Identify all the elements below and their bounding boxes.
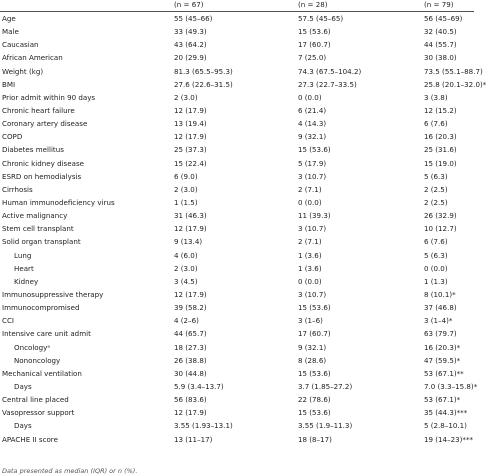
row-label: Immunosuppressive therapy xyxy=(2,289,104,299)
cell-group-2: 3 (10.7) xyxy=(298,224,327,234)
row-label: African American xyxy=(2,53,63,63)
cell-group-2: 3 (10.7) xyxy=(298,289,327,299)
cell-group-3: 16 (20.3)* xyxy=(424,342,461,352)
cell-group-1: 39 (58.2) xyxy=(174,303,207,313)
header-group-3: (n = 79) xyxy=(424,0,454,9)
row-label: Cirrhosis xyxy=(2,184,33,194)
cell-group-2: 9 (32.1) xyxy=(298,342,327,352)
cell-group-1: 1 (1.5) xyxy=(174,197,198,207)
cell-group-3: 19 (14–23)*** xyxy=(424,434,474,444)
row-label: BMI xyxy=(2,79,16,89)
table-row xyxy=(0,38,474,51)
cell-group-1: 2 (3.0) xyxy=(174,92,198,102)
table-row xyxy=(0,196,474,209)
cell-group-1: 26 (38.8) xyxy=(174,355,207,365)
row-label: Immunocompromised xyxy=(2,303,80,313)
cell-group-3: 30 (38.0) xyxy=(424,53,457,63)
table-row xyxy=(0,275,474,288)
cell-group-1: 30 (44.8) xyxy=(174,368,207,378)
table-row xyxy=(0,12,474,25)
table-row xyxy=(0,65,483,78)
cell-group-1: 27.6 (22.6–31.5) xyxy=(174,79,233,89)
cell-group-1: 13 (11–17) xyxy=(174,434,213,444)
table-header-row xyxy=(0,0,474,11)
table-body xyxy=(0,12,486,446)
table-row xyxy=(0,235,474,248)
cell-group-3: 7.0 (3.3–15.8)* xyxy=(424,381,478,391)
table-row xyxy=(0,301,474,314)
cell-group-3: 56 (45–69) xyxy=(424,14,463,23)
cell-group-3: 3 (1–4)* xyxy=(424,316,453,326)
cell-group-3: 2 (2.5) xyxy=(424,184,448,194)
header-group-2: (n = 28) xyxy=(298,0,328,9)
row-label: Central line placed xyxy=(2,395,69,405)
table-row xyxy=(0,209,474,222)
table-row xyxy=(0,117,474,130)
cell-group-2: 6 (21.4) xyxy=(298,105,327,115)
table-row xyxy=(0,406,474,419)
cell-group-3: 32 (40.5) xyxy=(424,27,457,37)
table-row xyxy=(0,380,478,393)
cell-group-2: 9 (32.1) xyxy=(298,132,327,142)
cell-group-3: 44 (55.7) xyxy=(424,40,457,50)
row-label: CCI xyxy=(2,316,14,326)
cell-group-2: 3.7 (1.85–27.2) xyxy=(298,381,353,391)
cell-group-2: 3.55 (1.9–11.3) xyxy=(298,421,353,431)
row-label: Weight (kg) xyxy=(2,66,44,76)
cell-group-1: 2 (3.0) xyxy=(174,263,198,273)
table-row xyxy=(0,327,474,340)
cell-group-2: 1 (3.6) xyxy=(298,263,322,273)
cell-group-3: 63 (79.7) xyxy=(424,329,457,339)
cell-group-3: 25 (31.6) xyxy=(424,145,457,155)
table-row xyxy=(0,262,474,275)
cell-group-1: 43 (64.2) xyxy=(174,40,207,50)
cell-group-1: 6 (9.0) xyxy=(174,171,198,181)
cell-group-2: 3 (10.7) xyxy=(298,171,327,181)
cell-group-3: 2 (2.5) xyxy=(424,197,448,207)
cell-group-2: 57.5 (45–65) xyxy=(298,14,344,23)
row-label: Diabetes mellitus xyxy=(2,145,64,155)
cell-group-1: 12 (17.9) xyxy=(174,408,207,418)
cell-group-2: 7 (25.0) xyxy=(298,53,327,63)
cell-group-1: 12 (17.9) xyxy=(174,289,207,299)
row-label: Oncologyᵃ xyxy=(14,342,51,352)
cell-group-2: 15 (53.6) xyxy=(298,368,331,378)
cell-group-1: 5.9 (3.4–13.7) xyxy=(174,381,224,391)
table-row xyxy=(0,393,474,406)
row-label: APACHE II score xyxy=(2,434,58,444)
row-label: Intensive care unit admit xyxy=(2,329,91,339)
row-label: Caucasian xyxy=(2,40,39,50)
row-label: Mechanical ventilation xyxy=(2,368,82,378)
cell-group-1: 31 (46.3) xyxy=(174,211,207,221)
cell-group-2: 22 (78.6) xyxy=(298,395,331,405)
cell-group-3: 15 (19.0) xyxy=(424,158,457,168)
row-label: Vasopressor support xyxy=(2,408,75,418)
table-row xyxy=(0,78,486,91)
cell-group-2: 15 (53.6) xyxy=(298,27,331,37)
cell-group-3: 26 (32.9) xyxy=(424,211,457,221)
cell-group-1: 3.55 (1.93–13.1) xyxy=(174,421,233,431)
cell-group-2: 27.3 (22.7–33.5) xyxy=(298,79,357,89)
table-row xyxy=(0,288,474,301)
header-group-1: (n = 67) xyxy=(174,0,204,9)
cell-group-3: 73.5 (55.1–88.7) xyxy=(424,66,483,76)
cell-group-2: 15 (53.6) xyxy=(298,408,331,418)
cell-group-3: 53 (67.1)** xyxy=(424,368,464,378)
cell-group-2: 2 (7.1) xyxy=(298,184,322,194)
cell-group-2: 17 (60.7) xyxy=(298,329,331,339)
cell-group-3: 5 (6.3) xyxy=(424,171,448,181)
cell-group-3: 8 (10.1)* xyxy=(424,289,456,299)
row-label: Chronic kidney disease xyxy=(2,158,85,168)
table-row xyxy=(0,170,474,183)
cell-group-1: 3 (4.5) xyxy=(174,276,198,286)
cell-group-2: 18 (8–17) xyxy=(298,434,332,444)
row-label: ESRD on hemodialysis xyxy=(2,171,82,181)
row-label: Days xyxy=(14,381,32,391)
cell-group-2: 0 (0.0) xyxy=(298,92,322,102)
table-row xyxy=(0,314,474,327)
cell-group-1: 44 (65.7) xyxy=(174,329,207,339)
cell-group-1: 4 (6.0) xyxy=(174,250,198,260)
row-label: Lung xyxy=(14,250,32,260)
table-row xyxy=(0,91,474,104)
cell-group-1: 20 (29.9) xyxy=(174,53,207,63)
row-label: COPD xyxy=(2,132,23,142)
table-row xyxy=(0,433,474,446)
cell-group-3: 12 (15.2) xyxy=(424,105,457,115)
table-row xyxy=(0,157,474,170)
row-label: Human immunodeficiency virus xyxy=(2,197,115,207)
cell-group-1: 33 (49.3) xyxy=(174,27,207,37)
cell-group-1: 9 (13.4) xyxy=(174,237,203,247)
cell-group-3: 10 (12.7) xyxy=(424,224,457,234)
row-label: Chronic heart failure xyxy=(2,105,75,115)
cell-group-1: 12 (17.9) xyxy=(174,132,207,142)
cell-group-3: 1 (1.3) xyxy=(424,276,448,286)
cell-group-2: 4 (14.3) xyxy=(298,119,327,129)
table-row xyxy=(0,341,474,354)
row-label: Heart xyxy=(14,263,34,273)
table-row xyxy=(0,183,474,196)
row-label: Age xyxy=(2,14,16,23)
cell-group-1: 12 (17.9) xyxy=(174,105,207,115)
table-row xyxy=(0,249,474,262)
cell-group-2: 11 (39.3) xyxy=(298,211,331,221)
cell-group-1: 25 (37.3) xyxy=(174,145,207,155)
cell-group-2: 15 (53.6) xyxy=(298,145,331,155)
cell-group-1: 12 (17.9) xyxy=(174,224,207,234)
cell-group-2: 0 (0.0) xyxy=(298,276,322,286)
table-row xyxy=(0,367,474,380)
row-label: Nononcology xyxy=(14,355,61,365)
table-row xyxy=(0,25,474,38)
cell-group-2: 17 (60.7) xyxy=(298,40,331,50)
row-label: Days xyxy=(14,421,32,431)
row-label: Coronary artery disease xyxy=(2,119,88,129)
cell-group-3: 3 (3.8) xyxy=(424,92,448,102)
cell-group-2: 8 (28.6) xyxy=(298,355,327,365)
cell-group-1: 55 (45–66) xyxy=(174,14,213,23)
row-label: Kidney xyxy=(14,276,39,286)
cell-group-3: 25.8 (20.1–32.0)* xyxy=(424,79,486,89)
cell-group-3: 0 (0.0) xyxy=(424,263,448,273)
table-row xyxy=(0,130,474,143)
cell-group-1: 18 (27.3) xyxy=(174,342,207,352)
cell-group-2: 3 (1–6) xyxy=(298,316,323,326)
cell-group-3: 5 (2.8–10.1) xyxy=(424,421,467,431)
cell-group-3: 16 (20.3) xyxy=(424,132,457,142)
cell-group-1: 15 (22.4) xyxy=(174,158,207,168)
table-row xyxy=(0,419,474,432)
cell-group-2: 5 (17.9) xyxy=(298,158,327,168)
cell-group-3: 5 (6.3) xyxy=(424,250,448,260)
table-row xyxy=(0,51,474,64)
table-row xyxy=(0,354,474,367)
cell-group-1: 4 (2–6) xyxy=(174,316,199,326)
cell-group-3: 35 (44.3)*** xyxy=(424,408,468,418)
row-label: Solid organ transplant xyxy=(2,237,81,247)
table-row xyxy=(0,222,474,235)
cell-group-2: 15 (53.6) xyxy=(298,303,331,313)
row-label: Stem cell transplant xyxy=(2,224,74,234)
cell-group-1: 56 (83.6) xyxy=(174,395,207,405)
cell-group-1: 13 (19.4) xyxy=(174,119,207,129)
cell-group-3: 53 (67.1)* xyxy=(424,395,461,405)
row-label: Prior admit within 90 days xyxy=(2,92,96,102)
cell-group-3: 37 (46.8) xyxy=(424,303,457,313)
cell-group-1: 2 (3.0) xyxy=(174,184,198,194)
table-row xyxy=(0,143,474,156)
table-row xyxy=(0,104,474,117)
cell-group-3: 47 (59.5)* xyxy=(424,355,461,365)
row-label: Male xyxy=(2,27,19,37)
cell-group-3: 6 (7.6) xyxy=(424,119,448,129)
table-footnote: Data presented as median (IQR) or n (%). xyxy=(2,467,138,475)
cell-group-2: 2 (7.1) xyxy=(298,237,322,247)
cell-group-3: 6 (7.6) xyxy=(424,237,448,247)
cell-group-2: 1 (3.6) xyxy=(298,250,322,260)
cell-group-2: 0 (0.0) xyxy=(298,197,322,207)
cell-group-1: 81.3 (65.5–95.3) xyxy=(174,66,233,76)
cell-group-2: 74.3 (67.5–104.2) xyxy=(298,66,362,76)
row-label: Active malignancy xyxy=(2,211,68,221)
